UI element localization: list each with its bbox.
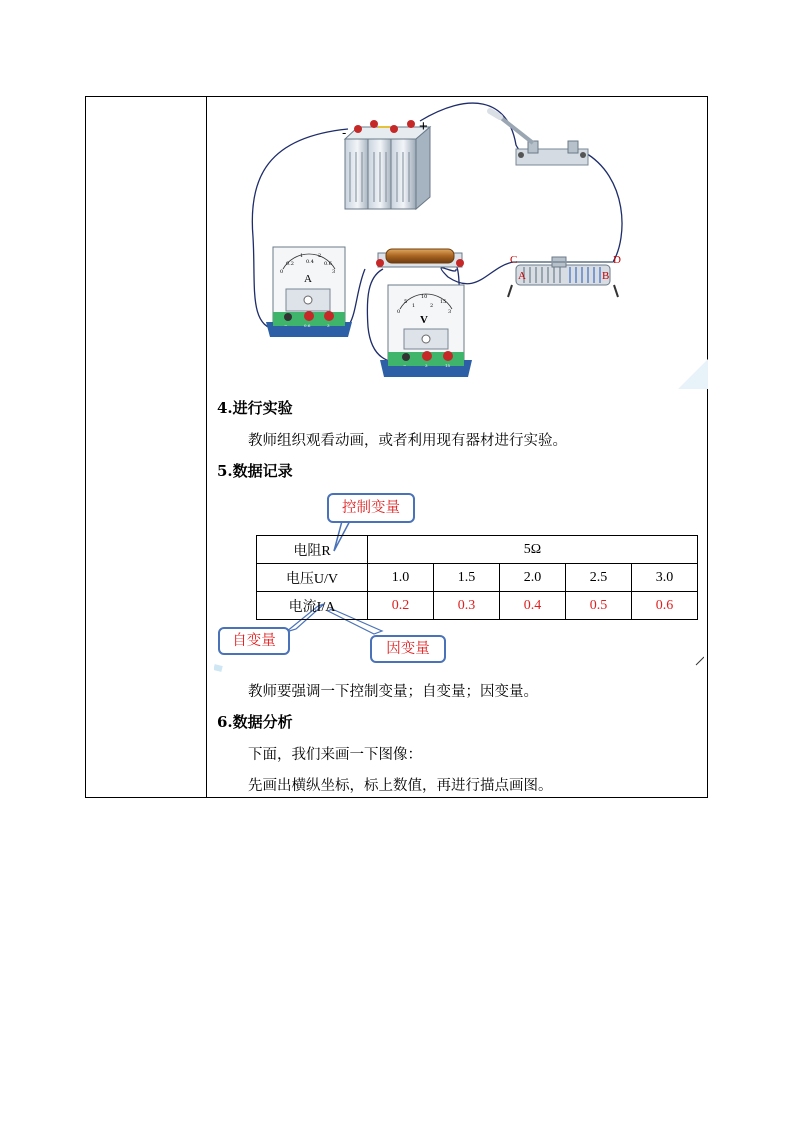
section-6-line-2: 先画出横纵坐标，标上数值，再进行描点画图。 xyxy=(248,778,553,794)
data-table xyxy=(256,535,698,620)
ammeter-letter: A xyxy=(304,273,312,285)
circuit-diagram xyxy=(208,97,708,389)
ammeter-term-0.6: 0.6 xyxy=(304,323,311,328)
battery-minus-label: - xyxy=(342,125,347,140)
ammeter-tick-1: 1 xyxy=(300,253,304,259)
ammeter-tick-0: 0 xyxy=(280,269,284,275)
content-cell xyxy=(208,97,707,797)
current-cell: 0.5 xyxy=(566,592,632,620)
resistance-label: 电阻R xyxy=(257,536,368,564)
lesson-table xyxy=(85,96,708,798)
current-cell: 0.3 xyxy=(434,592,500,620)
ammeter-term-neg: − xyxy=(284,323,288,328)
sliding-rheostat xyxy=(508,254,621,297)
rheostat-label-c: C xyxy=(510,254,518,266)
rheostat-label-a: A xyxy=(518,270,526,282)
voltage-cell: 2.0 xyxy=(500,564,566,592)
voltage-label: 电压U/V xyxy=(257,564,368,592)
rheostat-label-d: D xyxy=(613,254,621,266)
ammeter-tick-0.4: 0.4 xyxy=(306,259,314,265)
data-record-figure xyxy=(214,489,704,673)
ammeter-tick-2: 2 xyxy=(318,253,322,259)
emphasis-text: 教师要强调一下控制变量；自变量；因变量。 xyxy=(248,684,538,700)
voltage-row xyxy=(257,564,698,592)
ammeter-tick-0.6: 0.6 xyxy=(324,261,332,267)
voltmeter-term-neg: − xyxy=(403,363,407,368)
current-cell: 0.6 xyxy=(632,592,698,620)
callout-independent-variable: 自变量 xyxy=(218,627,290,655)
voltage-cell: 2.5 xyxy=(566,564,632,592)
ammeter-tick-3: 3 xyxy=(332,269,336,275)
voltmeter-term-15: 15 xyxy=(445,363,451,368)
section-4-heading: 4.进行实验 xyxy=(217,399,293,417)
current-cell: 0.4 xyxy=(500,592,566,620)
callout-dependent-variable: 因变量 xyxy=(370,635,446,663)
battery-plus-label: + xyxy=(419,118,428,135)
current-label: 电流I/A xyxy=(257,592,368,620)
voltmeter-tick-5: 5 xyxy=(404,299,408,305)
knife-switch xyxy=(490,111,588,165)
current-row xyxy=(257,592,698,620)
voltmeter-tick-0: 0 xyxy=(397,309,401,315)
voltmeter-tick-3: 3 xyxy=(448,309,452,315)
callout-control-variable: 控制变量 xyxy=(327,493,415,523)
voltmeter-term-3: 3 xyxy=(425,363,428,368)
resistance-value: 5Ω xyxy=(368,536,698,564)
circuit-wires xyxy=(252,103,708,389)
voltmeter-tick-2: 2 xyxy=(430,303,434,309)
rheostat-label-b: B xyxy=(602,270,610,282)
battery xyxy=(342,118,430,209)
voltmeter-tick-10: 10 xyxy=(421,294,428,300)
section-5-heading: 5.数据记录 xyxy=(217,462,293,480)
left-column-cell xyxy=(86,97,207,797)
voltmeter xyxy=(380,285,472,377)
voltage-cell: 1.5 xyxy=(434,564,500,592)
voltage-cell: 1.0 xyxy=(368,564,434,592)
ammeter-term-3: 3 xyxy=(327,323,330,328)
ammeter xyxy=(266,247,352,337)
voltmeter-tick-1: 1 xyxy=(412,303,416,309)
current-cell: 0.2 xyxy=(368,592,434,620)
ammeter-tick-0.2: 0.2 xyxy=(286,261,294,267)
voltmeter-letter: V xyxy=(420,314,428,326)
section-4-text: 教师组织观看动画，或者利用现有器材进行实验。 xyxy=(248,433,567,449)
fixed-resistor xyxy=(376,249,464,267)
section-6-heading: 6.数据分析 xyxy=(217,713,293,731)
voltmeter-tick-15: 15 xyxy=(440,299,447,305)
resistance-row xyxy=(257,536,698,564)
section-6-line-1: 下面，我们来画一下图像： xyxy=(248,747,422,763)
voltage-cell: 3.0 xyxy=(632,564,698,592)
